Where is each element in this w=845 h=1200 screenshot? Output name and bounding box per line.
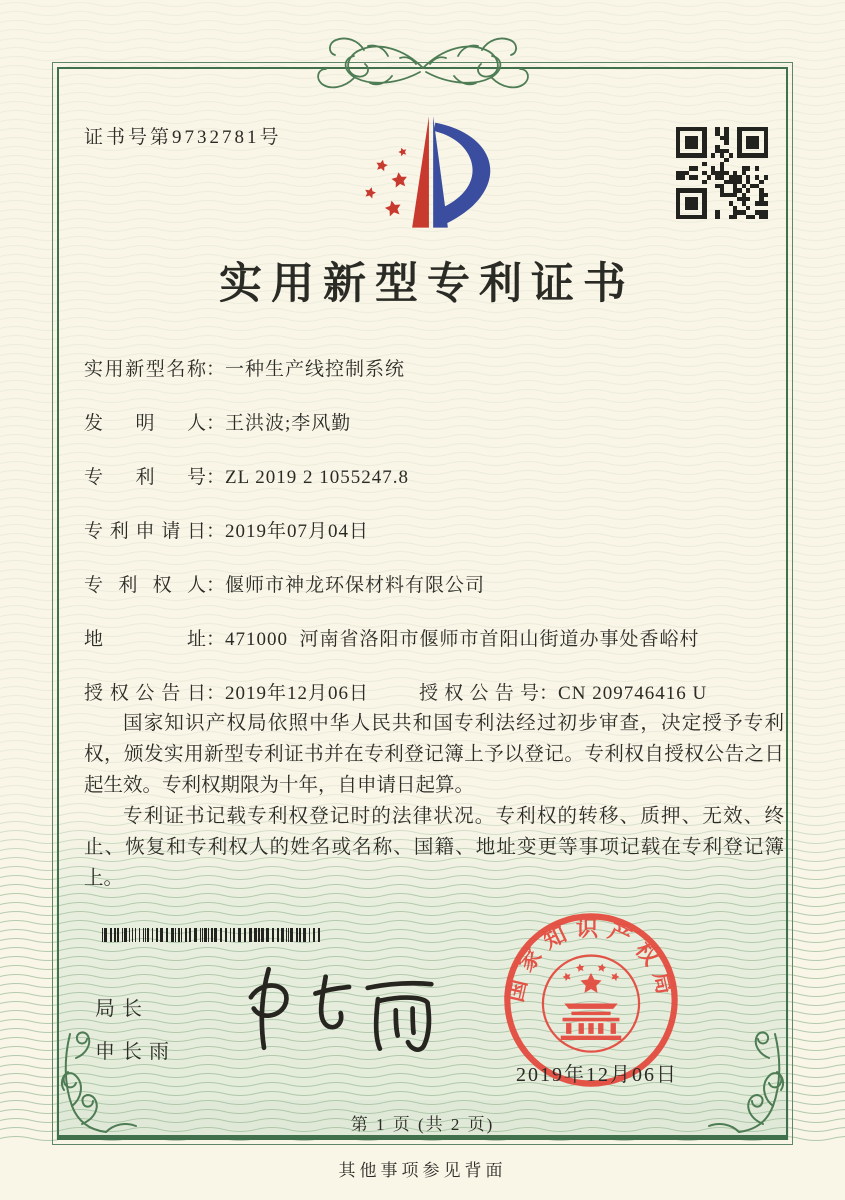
- seal-date: 2019年12月06日: [516, 1064, 678, 1086]
- legal-paragraph-1: 国家知识产权局依照中华人民共和国专利法经过初步审查，决定授予专利权，颁发实用新型专利证书并在专利登记簿上予以登记。专利权自授权公告之日起生效。专利权期限为十年，自申请日起算。: [84, 713, 784, 796]
- certificate-title: 实用新型专利证书: [219, 261, 635, 308]
- field-value: CN 209746416 U: [558, 683, 708, 704]
- barcode: [102, 928, 320, 942]
- field-value: 王洪波;李风勤: [225, 413, 352, 434]
- field-label: 专利权人: [84, 575, 206, 596]
- field-label: 地址: [84, 629, 206, 650]
- barcode-stripe: [318, 928, 320, 942]
- seal-agency-text: 国家知识产权局: [502, 915, 680, 1005]
- top-border-ornament-icon: [268, 28, 578, 100]
- officer-block: [95, 992, 176, 1078]
- qr-module: [764, 215, 768, 219]
- field-row-grant: 授权公告日：2019年12月06日 授权公告号：CN 209746416 U: [84, 679, 784, 709]
- field-label: 授权公告号: [419, 683, 540, 704]
- certificate-number: 证书号第9732781号: [84, 127, 282, 148]
- field-label: 实用新型名称: [84, 359, 206, 380]
- officer-name: 申长雨: [95, 1041, 176, 1063]
- field-value: 2019年12月06日: [225, 683, 370, 704]
- director-signature-icon: [235, 952, 450, 1064]
- field-list: [84, 355, 784, 733]
- svg-text:国家知识产权局: [502, 916, 680, 1004]
- field-row-address: 地址：471000 河南省洛阳市偃师市首阳山街道办事处香峪村: [84, 625, 784, 655]
- field-label: 授权公告日: [84, 683, 206, 704]
- field-row-patentee: 专利权人：偃师市神龙环保材料有限公司: [84, 571, 784, 601]
- field-row-name: 实用新型名称：一种生产线控制系统: [84, 355, 784, 385]
- legal-paragraph-2: 专利证书记载专利权登记时的法律状况。专利权的转移、质押、无效、终止、恢复和专利权人的姓名或名称、国籍、地址变更等事项记载在专利登记簿上。: [84, 806, 784, 889]
- back-side-note: 其他事项参见背面: [338, 1161, 507, 1180]
- cnipa-logo-icon: [340, 110, 520, 236]
- field-value: ZL 2019 2 1055247.8: [225, 467, 410, 488]
- field-row-filing-date: 专利申请日：2019年07月04日: [84, 517, 784, 547]
- field-label: 发明人: [84, 413, 206, 434]
- field-row-patent-number: 专利号：ZL 2019 2 1055247.8: [84, 463, 784, 493]
- field-label: 专利申请日: [84, 521, 206, 542]
- field-value: 471000 河南省洛阳市偃师市首阳山街道办事处香峪村: [225, 629, 700, 650]
- page-number: 第 1 页 (共 2 页): [350, 1115, 495, 1134]
- legal-text: [84, 708, 784, 894]
- field-value: 一种生产线控制系统: [225, 359, 406, 380]
- field-row-inventor: 发明人：王洪波;李风勤: [84, 409, 784, 439]
- field-value: 偃师市神龙环保材料有限公司: [225, 575, 486, 596]
- field-label: 专利号: [84, 467, 206, 488]
- officer-role: 局长: [95, 998, 149, 1020]
- field-value: 2019年07月04日: [225, 521, 370, 542]
- qr-code: [676, 127, 768, 219]
